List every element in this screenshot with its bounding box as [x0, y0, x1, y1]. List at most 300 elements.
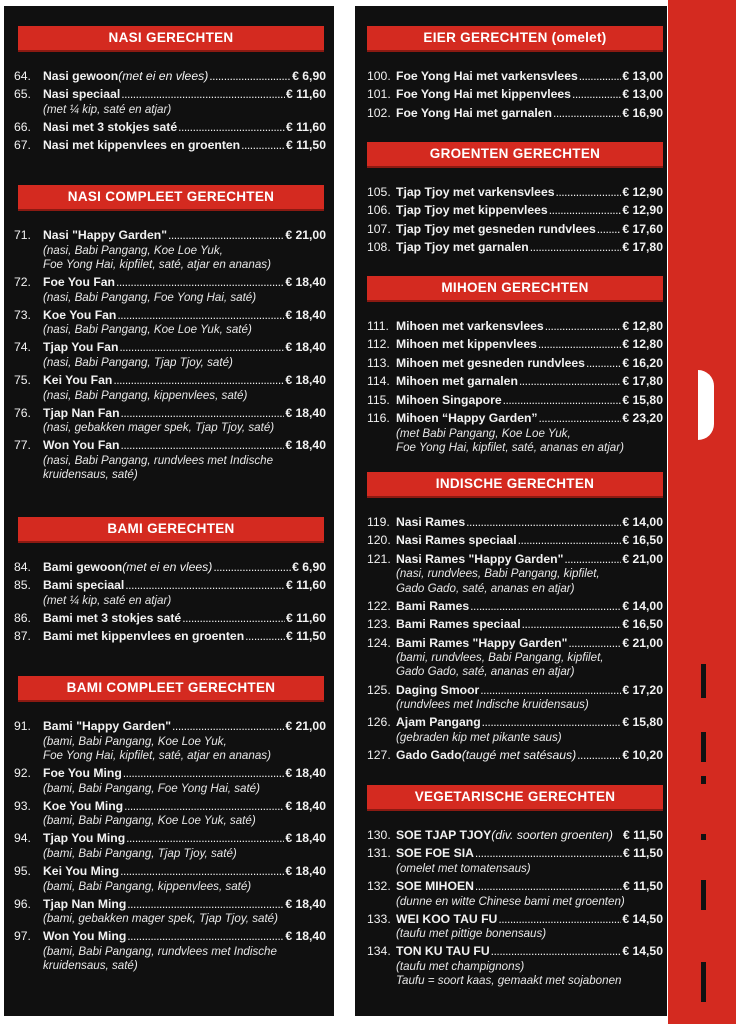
item-name: Nasi gewoon [43, 69, 119, 83]
item-price: € 11,50 [286, 629, 326, 644]
item-price: € 18,40 [285, 307, 326, 322]
item-price: € 11,50 [623, 828, 663, 842]
dot-leader [121, 405, 285, 422]
item-description: (bami, Babi Pangang, rundvlees met Indische [43, 945, 277, 959]
item-name: Tjap Tjoy met kippenvlees [396, 203, 548, 218]
item-price: € 11,50 [623, 846, 663, 861]
item-name: Foe You Ming [43, 765, 122, 780]
menu-item-line [14, 718, 326, 735]
item-name: Won You Ming [43, 929, 127, 944]
menu-item [367, 86, 663, 103]
menu-item-line [367, 551, 663, 568]
item-price: € 6,90 [292, 69, 326, 83]
menu-item-line [14, 628, 326, 645]
section-header: INDISCHE GERECHTEN [367, 472, 663, 498]
menu-item-line [367, 878, 663, 895]
menu-section-bami-compleet-gerechten [14, 676, 326, 974]
item-description: (met ¼ kip, saté en atjar) [43, 593, 172, 607]
menu-item [367, 392, 663, 409]
dot-leader [545, 318, 622, 335]
item-note: (taugé met satésaus) [461, 747, 577, 762]
item-price: € 6,90 [292, 560, 326, 574]
item-name: Tjap You Fan [43, 340, 119, 355]
menu-item [367, 68, 663, 85]
item-number: 121. [367, 551, 391, 566]
item-number: 71. [14, 228, 31, 242]
item-description: Foe Yong Hai, kipfilet, saté, ananas en atjar) [396, 440, 624, 454]
item-description: Taufu = soort kaas, gemaakt met sojabonen [396, 974, 622, 988]
item-name: Bami gewoon [43, 560, 123, 574]
item-number: 133. [367, 911, 391, 926]
menu-section-nasi-gerechten [14, 26, 326, 154]
menu-item-line [367, 355, 663, 372]
item-name: Kei You Fan [43, 373, 113, 388]
item-number: 93. [14, 798, 31, 813]
item-description: (gebraden kip met pikante saus) [396, 730, 562, 744]
dot-leader [475, 845, 622, 862]
item-description: kruidensaus, saté) [43, 959, 138, 973]
menu-item [367, 682, 663, 713]
item-description: (bami, rundvlees, Babi Pangang, kipfilet, [396, 651, 604, 665]
menu-item-line [14, 830, 326, 847]
menu-item-line [14, 577, 326, 594]
item-number: 120. [367, 533, 391, 548]
item-description: (bami, gebakken mager spek, Tjap Tjoy, saté) [43, 912, 278, 926]
item-number: 108. [367, 240, 391, 255]
menu-item [367, 221, 663, 238]
item-price: € 18,40 [285, 438, 326, 453]
dot-leader [539, 410, 622, 427]
menu-item [14, 718, 326, 763]
menu-item-line [367, 202, 663, 219]
menu-item [367, 202, 663, 219]
dot-leader [172, 718, 284, 735]
item-price: € 17,80 [622, 240, 663, 255]
item-description: Foe Yong Hai, kipfilet, saté, atjar en ananas) [43, 257, 271, 271]
menu-item [367, 714, 663, 745]
item-description: Foe Yong Hai, kipfilet, saté, atjar en ananas) [43, 748, 271, 762]
item-price: € 11,50 [623, 879, 663, 894]
item-number: 112. [367, 337, 390, 352]
item-number: 105. [367, 185, 391, 199]
item-name: Mihoen Singapore [396, 392, 502, 407]
item-name: Mihoen met gesneden rundvlees [396, 355, 585, 370]
menu-item-line [367, 845, 663, 862]
menu-item [14, 628, 326, 645]
dot-leader [124, 798, 284, 815]
item-price: € 18,40 [285, 798, 326, 813]
item-price: € 14,00 [622, 515, 663, 529]
menu-item [367, 514, 663, 531]
dot-leader [117, 307, 284, 324]
menu-item-line [14, 405, 326, 422]
item-description: (nasi, rundvlees, Babi Pangang, kipfilet, [396, 567, 600, 581]
edge-mark [701, 880, 706, 910]
item-name: Nasi met kippenvlees en groenten [43, 138, 241, 153]
item-number: 91. [14, 719, 31, 733]
dot-leader [519, 373, 621, 390]
menu-item-line [367, 598, 663, 615]
item-number: 125. [367, 682, 391, 697]
section-header: NASI GERECHTEN [18, 26, 324, 52]
dot-leader [572, 86, 621, 103]
item-name: Mihoen “Happy Garden” [396, 410, 538, 425]
item-price: € 11,60 [286, 578, 326, 593]
item-price: € 15,80 [622, 715, 663, 730]
menu-item-line [14, 372, 326, 389]
item-price: € 18,40 [285, 765, 326, 780]
item-price: € 11,60 [286, 611, 326, 626]
item-note: (met ei en vlees) [118, 69, 209, 83]
dot-leader [491, 943, 622, 960]
dot-leader [127, 928, 284, 945]
item-number: 74. [14, 340, 31, 355]
item-number: 126. [367, 715, 391, 730]
item-name: Bami Rames speciaal [396, 617, 521, 632]
menu-item [367, 845, 663, 876]
dot-leader [121, 437, 285, 454]
item-price: € 17,60 [622, 221, 663, 236]
item-number: 124. [367, 635, 391, 650]
menu-item-line [14, 765, 326, 782]
edge-mark [701, 834, 706, 840]
item-price: € 16,50 [622, 617, 663, 632]
item-name: Koe You Fan [43, 307, 117, 322]
item-price: € 18,40 [285, 896, 326, 911]
item-price: € 13,00 [622, 87, 663, 102]
dot-leader [182, 610, 285, 627]
dot-leader [241, 137, 285, 154]
item-description: kruidensaus, saté) [43, 468, 138, 482]
menu-item-line [14, 307, 326, 324]
menu-item-line [367, 682, 663, 699]
page-edge-strip [668, 0, 736, 1024]
item-description: (bami, Babi Pangang, Koe Loe Yuk, [43, 734, 227, 748]
item-number: 96. [14, 896, 31, 911]
item-name: Bami speciaal [43, 578, 125, 593]
item-number: 131. [367, 846, 391, 861]
dot-leader [549, 202, 622, 219]
item-description: (taufu met pittige bonensaus) [396, 927, 547, 941]
item-number: 107. [367, 221, 391, 236]
item-name: Daging Smoor [396, 682, 480, 697]
item-price: € 14,50 [622, 944, 663, 959]
menu-item [14, 863, 326, 894]
item-number: 122. [367, 598, 391, 613]
menu-item [14, 610, 326, 627]
item-description: Gado Gado, saté, ananas en atjar) [396, 665, 575, 679]
dot-leader [123, 765, 285, 782]
item-number: 94. [14, 831, 31, 846]
item-name: Mihoen met garnalen [396, 374, 518, 389]
menu-item [14, 137, 326, 154]
menu-item-line [367, 532, 663, 549]
item-number: 115. [367, 392, 390, 407]
section-header: EIER GERECHTEN (omelet) [367, 26, 663, 52]
item-price: € 23,20 [622, 410, 663, 425]
menu-item-line [367, 221, 663, 238]
item-price: € 17,80 [622, 374, 663, 389]
menu-item [14, 307, 326, 338]
dot-leader [553, 105, 621, 122]
menu-item [367, 616, 663, 633]
menu-item-line [367, 373, 663, 390]
dot-leader [530, 239, 622, 256]
item-description: (nasi, Babi Pangang, Tjap Tjoy, saté) [43, 355, 233, 369]
menu-section-mihoen-gerechten [367, 276, 663, 455]
item-description: (nasi, Babi Pangang, rundvlees met Indische [43, 454, 274, 468]
item-price: € 21,00 [622, 551, 663, 566]
item-number: 132. [367, 879, 391, 894]
item-description: (nasi, Babi Pangang, Koe Loe Yuk, saté) [43, 323, 252, 337]
item-number: 76. [14, 405, 31, 420]
dot-leader [209, 68, 291, 85]
menu-item-line [14, 274, 326, 291]
menu-item-line [367, 827, 663, 844]
item-description: (nasi, Babi Pangang, Koe Loe Yuk, [43, 243, 223, 257]
menu-item [14, 372, 326, 403]
item-price: € 21,00 [285, 719, 326, 733]
item-name: Nasi met 3 stokjes saté [43, 120, 178, 135]
item-name: Tjap You Ming [43, 831, 126, 846]
menu-item [14, 274, 326, 305]
item-description: (omelet met tomatensaus) [396, 861, 531, 875]
section-header: VEGETARISCHE GERECHTEN [367, 785, 663, 811]
edge-mark [701, 664, 706, 698]
item-price: € 13,00 [622, 69, 663, 83]
item-name: Foe You Fan [43, 274, 115, 289]
dot-leader [213, 559, 291, 576]
dot-leader [586, 355, 621, 372]
item-name: Nasi Rames "Happy Garden" [396, 551, 564, 566]
item-number: 101. [367, 87, 391, 102]
section-header: GROENTEN GERECHTEN [367, 142, 663, 168]
item-name: Nasi Rames [396, 515, 466, 529]
menu-item-line [367, 616, 663, 633]
item-price: € 10,20 [622, 747, 663, 762]
item-number: 64. [14, 69, 31, 83]
item-name: SOE MIHOEN [396, 879, 474, 894]
item-name: Tjap Tjoy met gesneden rundvlees [396, 221, 596, 236]
menu-item-line [367, 410, 663, 427]
item-number: 114. [367, 374, 390, 389]
menu-item-line [367, 635, 663, 652]
item-number: 111. [367, 319, 389, 333]
menu-item-line [367, 747, 663, 764]
menu-item-line [367, 318, 663, 335]
menu-item [14, 765, 326, 796]
dot-leader [482, 714, 622, 731]
menu-item [367, 410, 663, 455]
menu-section-eier-gerechten-omelet [367, 26, 663, 121]
dot-leader [178, 119, 285, 136]
dot-leader [597, 221, 622, 238]
item-number: 134. [367, 944, 391, 959]
item-name: WEI KOO TAU FU [396, 911, 498, 926]
dot-leader [245, 628, 285, 645]
menu-item [14, 339, 326, 370]
item-number: 95. [14, 864, 31, 879]
item-price: € 16,20 [622, 355, 663, 370]
item-name: Nasi speciaal [43, 87, 121, 102]
section-header: NASI COMPLEET GERECHTEN [18, 185, 324, 211]
item-name: Tjap Nan Ming [43, 896, 127, 911]
dot-leader [522, 616, 622, 633]
dot-leader [480, 682, 621, 699]
item-name: Tjap Tjoy met varkensvlees [396, 185, 555, 199]
dot-leader [577, 747, 621, 764]
item-price: € 18,40 [285, 373, 326, 388]
item-number: 72. [14, 274, 31, 289]
item-name: Foe Yong Hai met varkensvlees [396, 69, 578, 83]
item-price: € 18,40 [285, 831, 326, 846]
item-name: Gado Gado [396, 747, 462, 762]
menu-item [14, 928, 326, 973]
item-name: Foe Yong Hai met garnalen [396, 105, 552, 120]
edge-mark [701, 732, 706, 762]
item-name: Koe You Ming [43, 798, 124, 813]
dot-leader [113, 372, 284, 389]
item-price: € 17,20 [622, 682, 663, 697]
item-name: TON KU TAU FU [396, 944, 490, 959]
dot-leader [475, 878, 622, 895]
item-number: 67. [14, 138, 31, 153]
menu-item [14, 798, 326, 829]
menu-section-indische-gerechten [367, 472, 663, 764]
menu-item [14, 119, 326, 136]
menu-item-line [367, 911, 663, 928]
menu-item-line [14, 227, 326, 244]
page-tab [698, 370, 714, 440]
menu-item [367, 184, 663, 201]
item-description: (taufu met champignons) [396, 960, 525, 974]
menu-item-line [367, 392, 663, 409]
dot-leader [466, 514, 621, 531]
item-number: 113. [367, 355, 390, 370]
item-number: 123. [367, 617, 391, 632]
menu-item [14, 437, 326, 482]
item-number: 86. [14, 611, 31, 626]
item-name: Mihoen met varkensvlees [396, 319, 544, 333]
dot-leader [120, 863, 284, 880]
item-name: Nasi "Happy Garden" [43, 228, 167, 242]
menu-item [367, 239, 663, 256]
menu-item-line [14, 339, 326, 356]
menu-item-line [14, 437, 326, 454]
menu-item-line [367, 514, 663, 531]
item-name: Bami met 3 stokjes saté [43, 611, 182, 626]
menu-item [367, 105, 663, 122]
item-number: 77. [14, 438, 31, 453]
menu-item [14, 896, 326, 927]
item-price: € 11,60 [286, 120, 326, 135]
menu-item-line [367, 943, 663, 960]
item-number: 85. [14, 578, 31, 593]
menu-item [14, 86, 326, 117]
item-number: 127. [367, 747, 391, 762]
menu-item-line [367, 68, 663, 85]
dot-leader [568, 635, 621, 652]
item-description: (nasi, gebakken mager spek, Tjap Tjoy, saté) [43, 421, 275, 435]
menu-item-line [367, 86, 663, 103]
item-number: 106. [367, 203, 391, 218]
menu-item [14, 227, 326, 272]
menu-item-line [14, 896, 326, 913]
menu-section-nasi-compleet-gerechten [14, 185, 326, 483]
item-number: 92. [14, 765, 31, 780]
menu-item [367, 635, 663, 680]
item-note: (met ei en vlees) [122, 560, 213, 574]
section-header: MIHOEN GERECHTEN [367, 276, 663, 302]
item-name: Ajam Pangang [396, 715, 481, 730]
item-description: (met Babi Pangang, Koe Loe Yuk, [396, 426, 571, 440]
item-description: (bami, Babi Pangang, Foe Yong Hai, saté) [43, 781, 260, 795]
item-description: (bami, Babi Pangang, Koe Loe Yuk, saté) [43, 814, 256, 828]
dot-leader [518, 532, 622, 549]
menu-item [367, 943, 663, 988]
section-header: BAMI COMPLEET GERECHTEN [18, 676, 324, 702]
menu-item-line [14, 610, 326, 627]
item-description: (met ¼ kip, saté en atjar) [43, 102, 172, 116]
item-description: (bami, Babi Pangang, Tjap Tjoy, saté) [43, 846, 237, 860]
item-price: € 12,90 [622, 185, 663, 199]
menu-item [367, 532, 663, 549]
item-description: (bami, Babi Pangang, kippenvlees, saté) [43, 879, 252, 893]
dot-leader [556, 184, 622, 201]
edge-mark [701, 962, 706, 1002]
menu-item-line [14, 137, 326, 154]
item-price: € 12,80 [622, 319, 663, 333]
item-name: Foe Yong Hai met kippenvlees [396, 87, 571, 102]
dot-leader [116, 274, 284, 291]
item-number: 73. [14, 307, 31, 322]
item-price: € 12,90 [622, 203, 663, 218]
item-name: Mihoen met kippenvlees [396, 337, 537, 352]
item-price: € 14,50 [622, 911, 663, 926]
item-number: 100. [367, 69, 391, 83]
menu-item [367, 878, 663, 909]
dot-leader [579, 68, 622, 85]
dot-leader [126, 830, 284, 847]
item-note: (div. soorten groenten) [491, 828, 613, 842]
dot-leader [564, 551, 621, 568]
menu-item-line [367, 714, 663, 731]
item-name: SOE FOE SIA [396, 846, 474, 861]
item-price: € 11,50 [286, 138, 326, 153]
menu-item [367, 551, 663, 596]
dot-leader [470, 598, 621, 615]
item-name: Kei You Ming [43, 864, 120, 879]
item-price: € 18,40 [285, 274, 326, 289]
item-price: € 14,00 [622, 598, 663, 613]
dot-leader [538, 336, 621, 353]
menu-item-line [367, 239, 663, 256]
item-name: Tjap Tjoy met garnalen [396, 240, 529, 255]
item-description: (nasi, Babi Pangang, kippenvlees, saté) [43, 388, 248, 402]
menu-item-line [14, 68, 326, 85]
item-price: € 15,80 [622, 392, 663, 407]
edge-mark [701, 776, 706, 784]
item-price: € 16,90 [622, 105, 663, 120]
menu-item [367, 598, 663, 615]
menu-item [367, 827, 663, 844]
item-number: 65. [14, 87, 31, 102]
menu-item [14, 830, 326, 861]
item-name: Nasi Rames speciaal [396, 533, 517, 548]
item-number: 66. [14, 120, 31, 135]
item-price: € 21,00 [622, 635, 663, 650]
item-description: Gado Gado, saté, ananas en atjar) [396, 581, 575, 595]
